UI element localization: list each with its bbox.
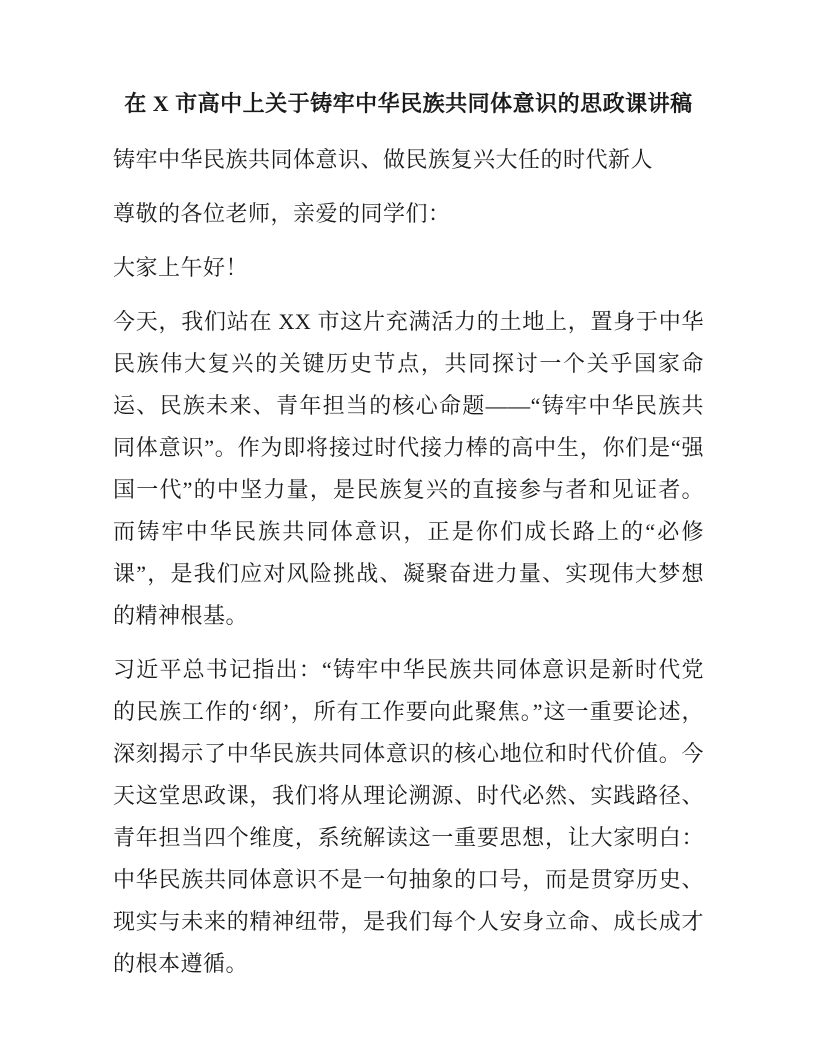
greeting-line: 大家上午好！ — [113, 255, 249, 280]
subtitle-line: 铸牢中华民族共同体意识、做民族复兴大任的时代新人 — [113, 147, 654, 172]
body-paragraph-1: 今天，我们站在 XX 市这片充满活力的土地上，置身于中华民族伟大复兴的关键历史节点，共同探讨一个关乎国家命运、民族未来、青年担当的核心命题——“铸牢中华民族共同体意识”。作为即将接过时代接力棒的高中生，你们是“强国一代”的中坚力量，是民族复兴的直接参与者和见证者。而铸牢中华民族共同体意识，正是你们成长路上的“必修课”，是我们应对风险挑战、凝聚奋进力量、实现伟大梦想的精神根基。 — [113, 309, 704, 628]
salutation-line: 尊敬的各位老师，亲爱的同学们： — [113, 201, 451, 226]
document-title: 在 X 市高中上关于铸牢中华民族共同体意识的思政课讲稿 — [124, 91, 693, 116]
body-paragraph-2: 习近平总书记指出：“铸牢中华民族共同体意识是新时代党的民族工作的‘纲’，所有工作要向此聚焦。”这一重要论述，深刻揭示了中华民族共同体意识的核心地位和时代价值。今天这堂思政课，我们将从理论溯源、时代必然、实践路径、青年担当四个维度，系统解读这一重要思想，让大家明白：中华民族共同体意识不是一句抽象的口号，而是贯穿历史、现实与未来的精神纽带，是我们每个人安身立命、成长成才的根本遵循。 — [113, 657, 704, 976]
